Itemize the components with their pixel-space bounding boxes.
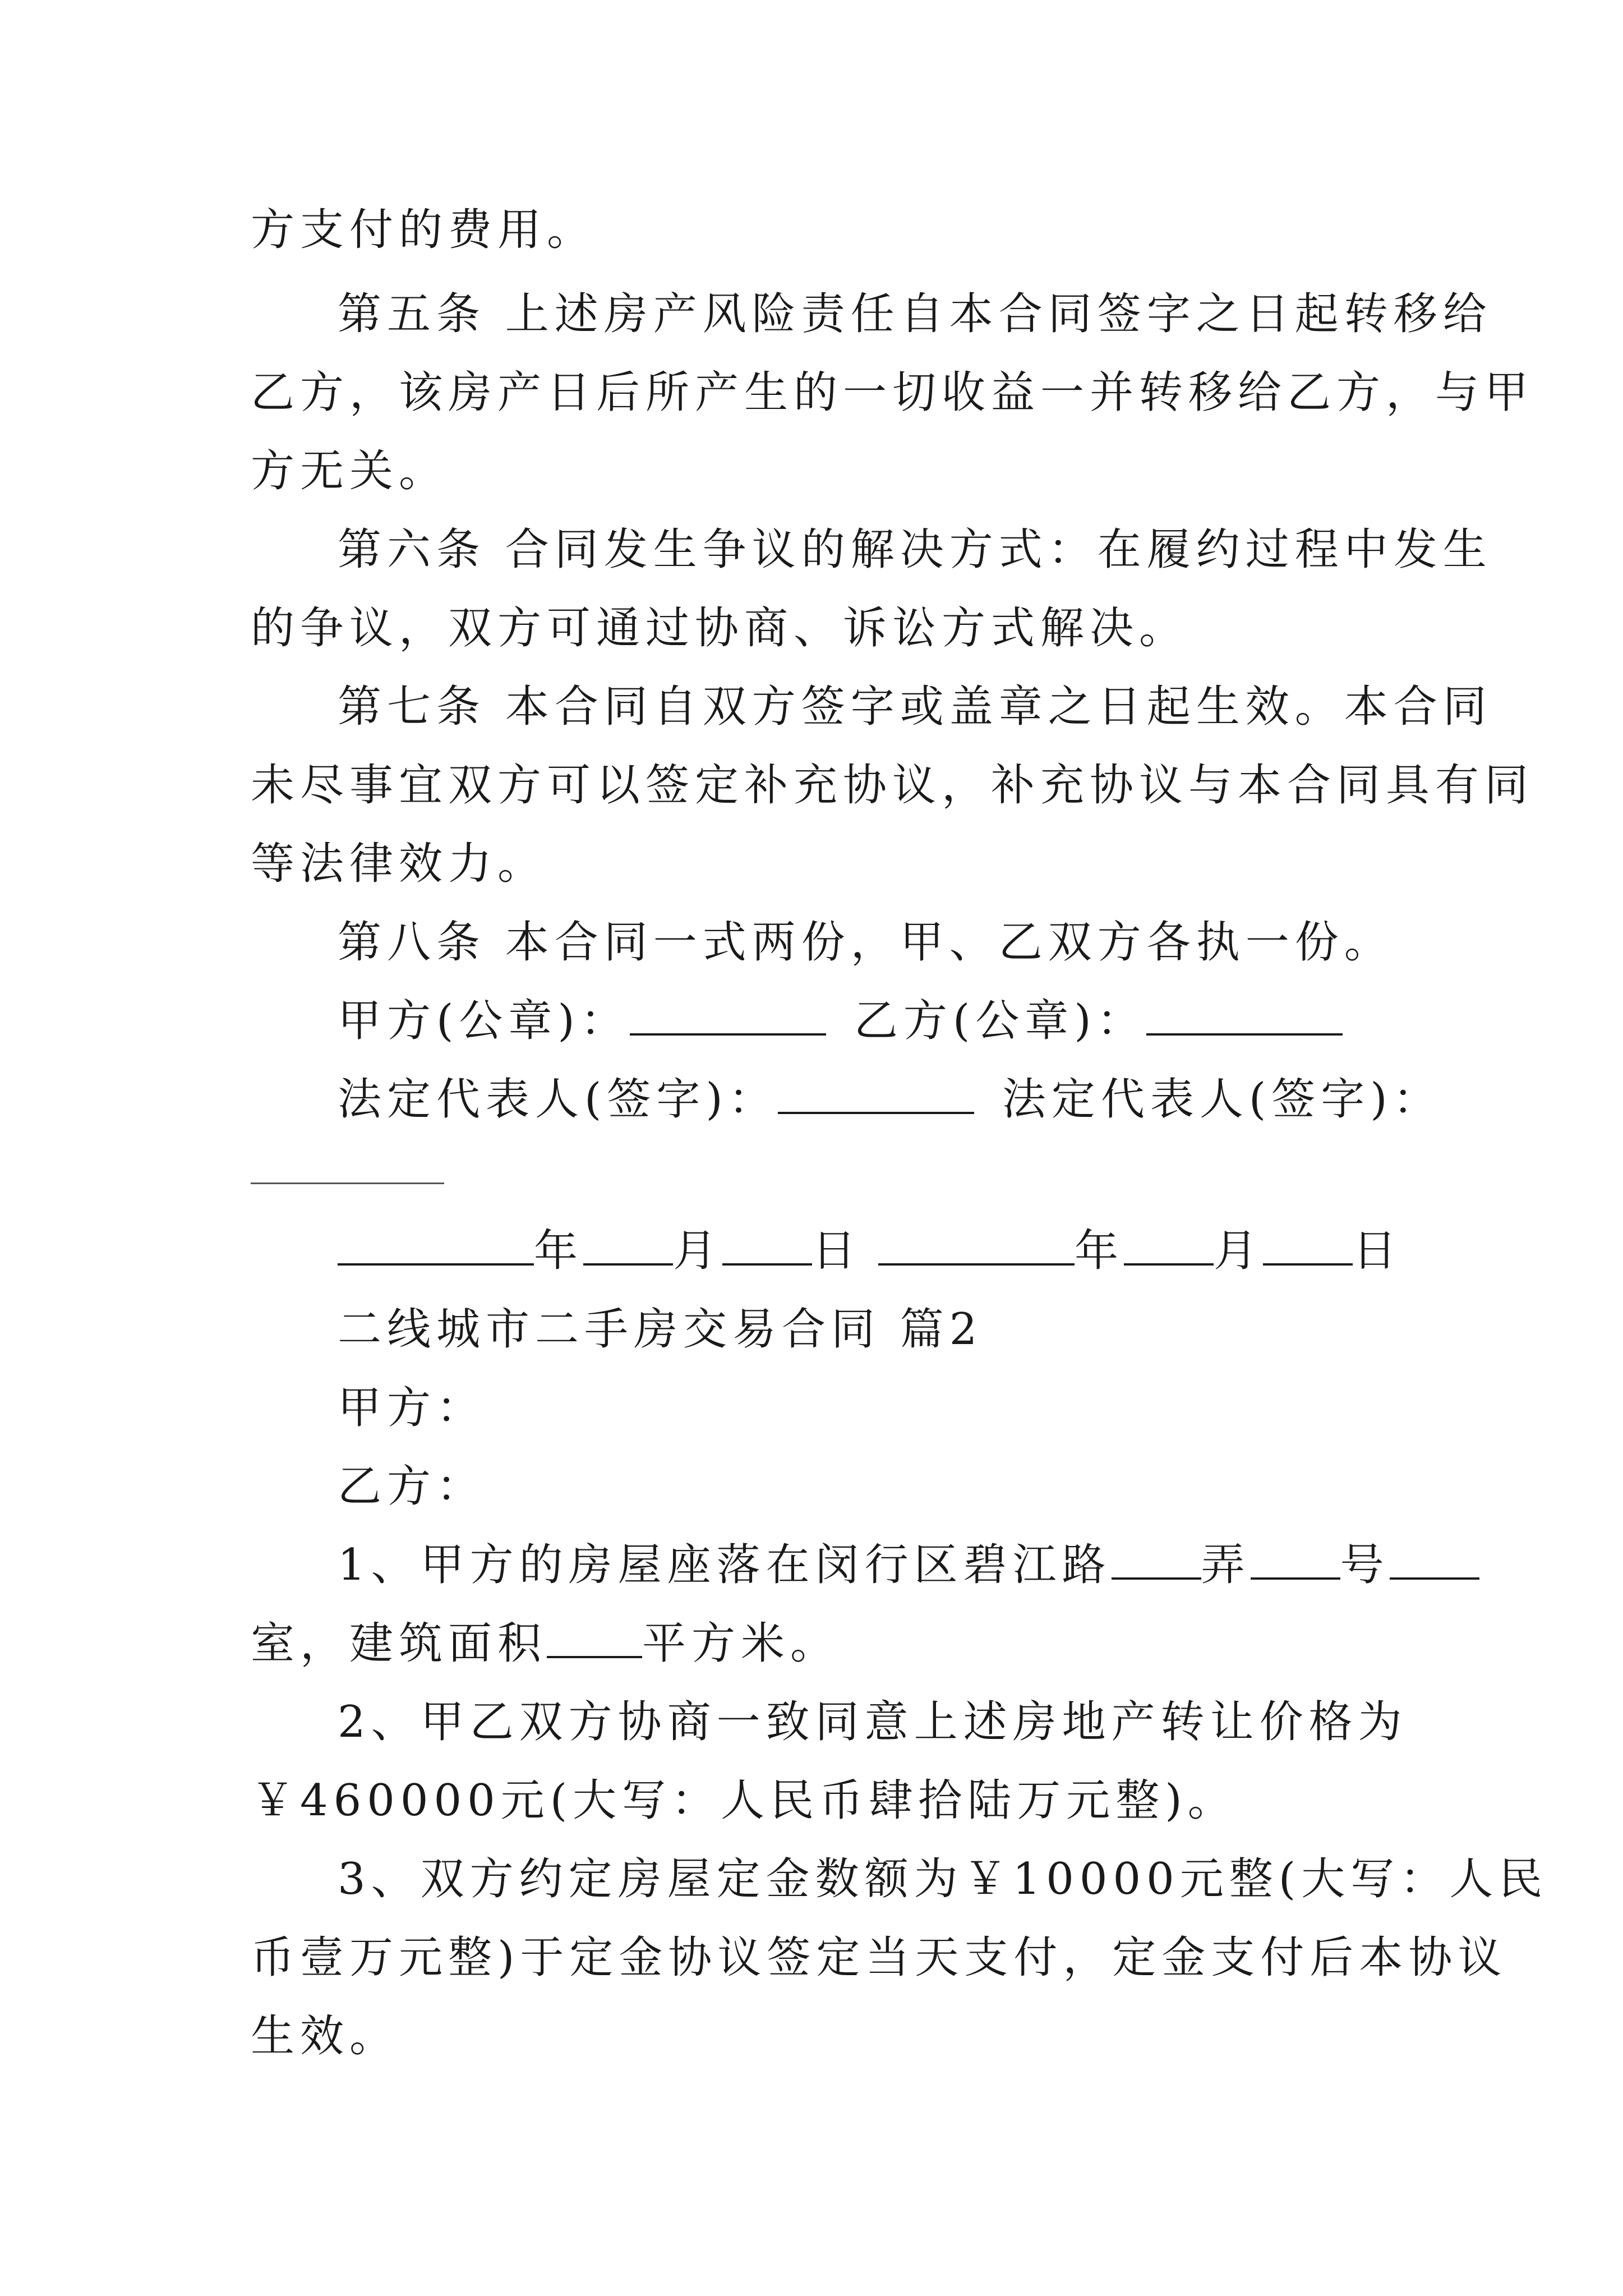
rep-a-blank: [778, 1073, 974, 1114]
article-5-line-3: 方无关。: [251, 446, 449, 496]
area-blank: [547, 1617, 642, 1658]
day-label: 日: [1353, 1226, 1403, 1276]
rep-b-blank: [251, 1182, 444, 1184]
rep-a-label: 法定代表人(签字)：: [338, 1074, 778, 1125]
room-area-label: 室，建筑面积: [251, 1618, 547, 1669]
year-label: 年: [534, 1226, 584, 1276]
sqm-label: 平方米。: [642, 1618, 840, 1669]
rep-b-label: 法定代表人(签字)：: [1002, 1074, 1442, 1125]
date-line: [338, 1223, 1403, 1279]
clause-2-line-1: 2、甲乙双方协商一致同意上述房地产转让价格为: [338, 1697, 1408, 1747]
party-b-seal-blank: [1146, 994, 1343, 1036]
date-b-month-blank: [1124, 1224, 1214, 1266]
date-a-year-blank: [338, 1224, 534, 1266]
article-7-line-3: 等法律效力。: [251, 839, 547, 889]
party-a-label: 甲方：: [338, 1383, 486, 1433]
year-label: 年: [1075, 1226, 1124, 1276]
paragraph-line: 方支付的费用。: [251, 205, 597, 255]
article-7-line-1: 第七条 本合同自双方签字或盖章之日起生效。本合同: [338, 682, 1492, 732]
section-title: 二线城市二手房交易合同 篇2: [338, 1304, 983, 1355]
lane-label: 弄: [1201, 1540, 1251, 1590]
party-a-seal-blank: [630, 994, 826, 1036]
date-a-month-blank: [583, 1224, 673, 1266]
clause-1-line-1: [338, 1537, 1389, 1593]
date-b-day-blank: [1263, 1224, 1353, 1266]
clause-2-line-2: ￥460000元(大写：人民币肆拾陆万元整)。: [251, 1775, 1237, 1826]
article-7-line-2: 未尽事宜双方可以签定补充协议，补充协议与本合同具有同: [251, 760, 1534, 811]
article-5-line-2: 乙方，该房产日后所产生的一切收益一并转移给乙方，与甲: [251, 367, 1534, 418]
seal-line: [338, 993, 1389, 1049]
party-a-seal-label: 甲方(公章)：: [338, 996, 630, 1046]
clause-3-line-3: 生效。: [251, 2011, 399, 2062]
date-a-day-blank: [722, 1224, 812, 1266]
month-label: 月: [1214, 1226, 1264, 1276]
lane-blank: [1112, 1538, 1201, 1580]
clause-3-line-1: 3、双方约定房屋定金数额为￥10000元整(大写：人民: [338, 1854, 1548, 1904]
day-label: 日: [812, 1226, 862, 1276]
number-blank: [1251, 1538, 1340, 1580]
clause-3-line-2: 币壹万元整)于定金协议签定当天支付，定金支付后本协议: [251, 1932, 1507, 1983]
article-6-line-2: 的争议，双方可通过协商、诉讼方式解决。: [251, 603, 1189, 654]
date-b-year-blank: [878, 1224, 1075, 1266]
month-label: 月: [673, 1226, 723, 1276]
number-label: 号: [1340, 1540, 1390, 1590]
party-b-seal-label: 乙方(公章)：: [854, 996, 1146, 1046]
article-8: 第八条 本合同一式两份，甲、乙双方各执一份。: [338, 917, 1394, 968]
article-5-line-1: 第五条 上述房产风险责任自本合同签字之日起转移给: [338, 289, 1492, 339]
article-6-line-1: 第六条 合同发生争议的解决方式：在履约过程中发生: [338, 524, 1492, 575]
party-b-label: 乙方：: [338, 1461, 486, 1512]
clause-1-address: 1、甲方的房屋座落在闵行区碧江路: [338, 1540, 1112, 1590]
representative-line: [338, 1071, 1442, 1128]
room-blank: [1390, 1538, 1479, 1580]
clause-1-line-2: [251, 1616, 1389, 1672]
